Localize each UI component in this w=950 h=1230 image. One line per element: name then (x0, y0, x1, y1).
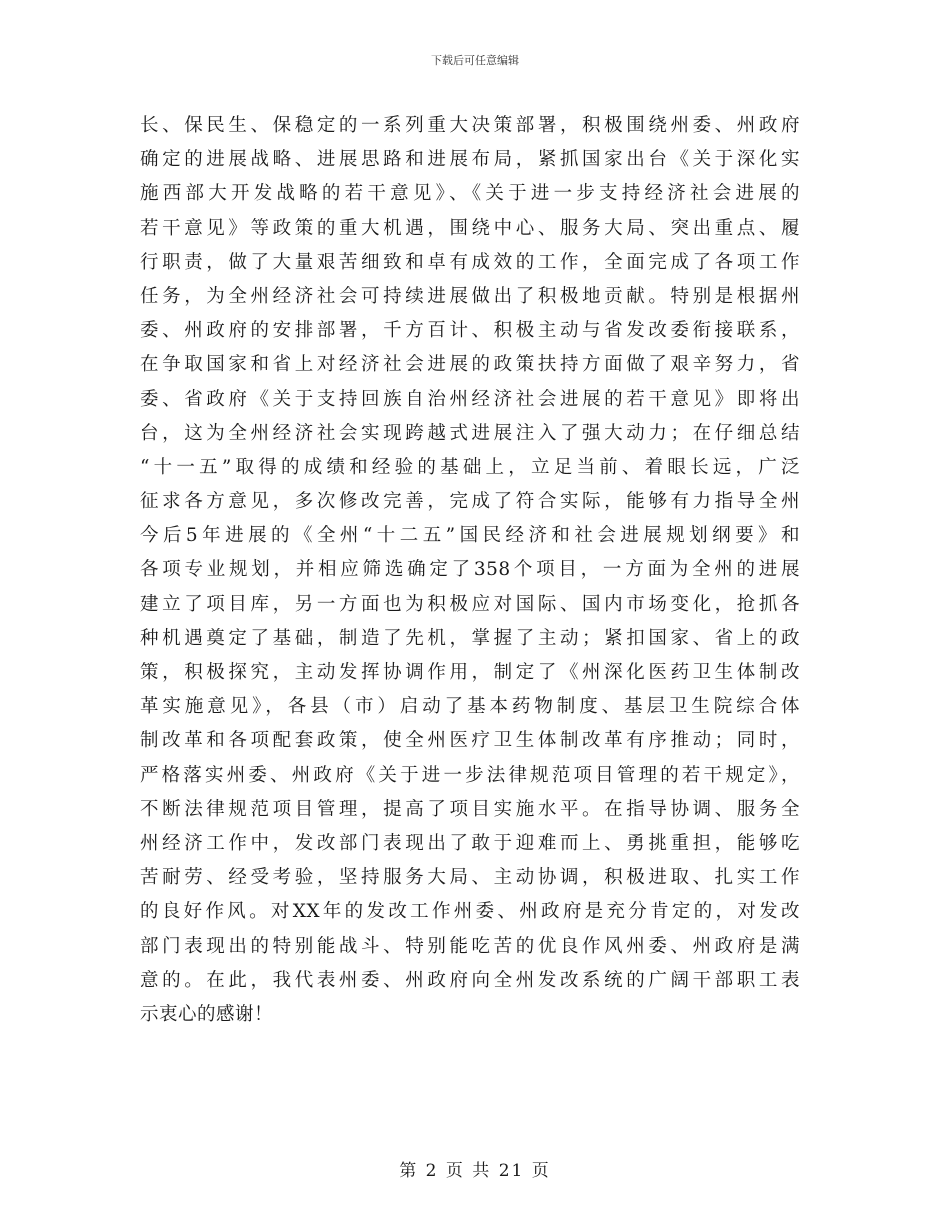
body-line: 意的。在此，我代表州委、州政府向全州发改系统的广阔干部职工表 (140, 969, 800, 991)
body-line: “十一五”取得的成绩和经验的基础上，立足当前、着眼长远，广泛 (140, 456, 800, 478)
body-line: 若干意见》等政策的重大机遇，围绕中心、服务大局、突出重点、履 (140, 217, 800, 239)
body-line: 的良好作风。对XX年的发改工作州委、州政府是充分肯定的，对发改 (140, 901, 800, 923)
body-line: 不断法律规范项目管理，提高了项目实施水平。在指导协调、服务全 (140, 798, 800, 820)
body-line: 建立了项目库，另一方面也为积极应对国际、国内市场变化，抢抓各 (140, 593, 800, 615)
page-footer: 第 2 页 共 21 页 (399, 1161, 551, 1181)
body-line: 制改革和各项配套政策，使全州医疗卫生体制改革有序推动；同时， (140, 730, 800, 752)
body-line: 台，这为全州经济社会实现跨越式进展注入了强大动力；在仔细总结 (140, 422, 800, 444)
body-line: 各项专业规划，并相应筛选确定了358个项目，一方面为全州的进展 (140, 559, 800, 581)
body-line: 确定的进展战略、进展思路和进展布局，紧抓国家出台《关于深化实 (140, 149, 800, 171)
body-text (140, 109, 800, 1032)
body-line: 施西部大开发战略的若干意见》、《关于进一步支持经济社会进展的 (140, 183, 800, 205)
body-line: 征求各方意见，多次修改完善，完成了符合实际，能够有力指导全州 (140, 491, 800, 513)
body-line: 示衷心的感谢！ (140, 1003, 274, 1025)
body-line: 行职责，做了大量艰苦细致和卓有成效的工作，全面完成了各项工作 (140, 251, 800, 273)
body-line: 严格落实州委、州政府《关于进一步法律规范项目管理的若干规定》， (140, 764, 800, 786)
page-header: 下载后可任意编辑 (431, 54, 519, 67)
body-line: 革实施意见》，各县（市）启动了基本药物制度、基层卫生院综合体 (140, 696, 800, 718)
body-line: 苦耐劳、经受考验，坚持服务大局、主动协调，积极进取、扎实工作 (140, 867, 800, 889)
body-line: 策，积极探究，主动发挥协调作用，制定了《州深化医药卫生体制改 (140, 662, 800, 683)
body-line: 今后5年进展的《全州“十二五”国民经济和社会进展规划纲要》和 (140, 525, 800, 547)
body-line: 长、保民生、保稳定的一系列重大决策部署，积极围绕州委、州政府 (140, 115, 800, 136)
body-line: 种机遇奠定了基础，制造了先机，掌握了主动；紧扣国家、省上的政 (140, 627, 800, 649)
body-line: 任务，为全州经济社会可持续进展做出了积极地贡献。特别是根据州 (140, 285, 800, 307)
body-line: 州经济工作中，发改部门表现出了敢于迎难而上、勇挑重担，能够吃 (140, 832, 800, 854)
body-line: 委、州政府的安排部署，千方百计、积极主动与省发改委衔接联系， (140, 320, 800, 342)
body-line: 部门表现出的特别能战斗、特别能吃苦的优良作风州委、州政府是满 (140, 935, 800, 957)
body-line: 在争取国家和省上对经济社会进展的政策扶持方面做了艰辛努力，省 (140, 354, 800, 376)
body-line: 委、省政府《关于支持回族自治州经济社会进展的若干意见》即将出 (140, 388, 800, 410)
